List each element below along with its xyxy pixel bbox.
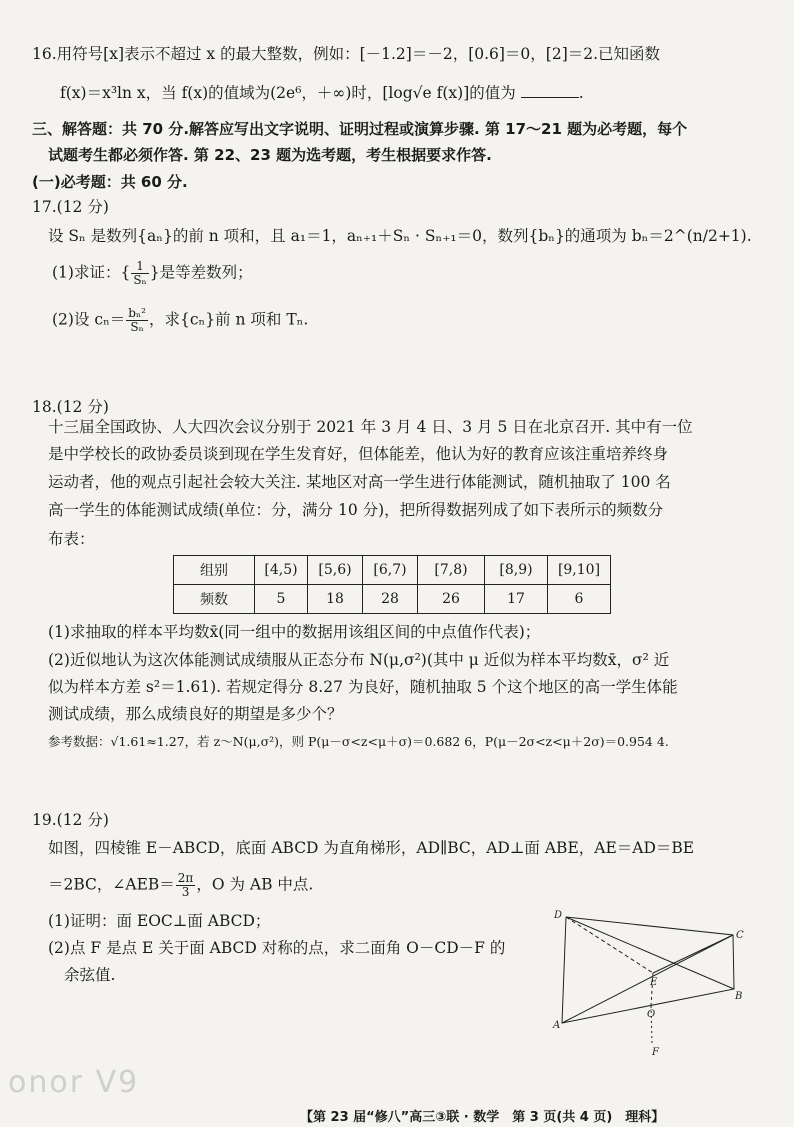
label-B: B [735, 991, 743, 1002]
q16-line2-text: f(x)＝x³ln x，当 f(x)的值域为(2e⁶，＋∞)时，[log√e f(x)]的值为 [60, 84, 516, 102]
q19-part2-line1: (2)点 F 是点 E 关于面 ABCD 对称的点，求二面角 O－CD－F 的 [48, 939, 506, 957]
q18-line5: 布表： [48, 530, 95, 548]
q19-line1: 如图，四棱锥 E－ABCD，底面 ABCD 为直角梯形，AD∥BC，AD⊥面 ABE，AE＝AD＝BE [48, 839, 695, 857]
q18-part2-line2: 似为样本方差 s²＝1.61). 若规定得分 8.27 为良好，随机抽取 5 个这个地区的高一学生体能 [48, 678, 678, 696]
label-D: D [554, 910, 563, 921]
label-O: O [647, 1009, 656, 1020]
table-cell: [4,5) [255, 556, 308, 585]
q17-part1-b: }是等差数列； [149, 263, 253, 282]
q17-stem: 设 Sₙ 是数列{aₙ}的前 n 项和，且 a₁＝1，aₙ₊₁＋Sₙ · Sₙ₊₁＝0，数列{bₙ}的通项为 bₙ＝2^(n/2+1). [48, 227, 752, 245]
table-cell: 17 [485, 585, 548, 614]
section3-line3: (一)必考题：共 60 分. [32, 173, 188, 191]
table-header-cell: 频数 [174, 585, 255, 614]
table-cell: [8,9) [485, 556, 548, 585]
table-header-cell: 组别 [174, 556, 255, 585]
frequency-table [173, 555, 611, 614]
table-cell: [5,6) [308, 556, 363, 585]
base-outline [562, 917, 734, 1023]
q17-head: 17.(12 分) [32, 198, 109, 216]
q17-part1-den: Sₙ [133, 273, 147, 287]
table-cell: [7,8) [418, 556, 485, 585]
q18-line3: 运动者，他的观点引起社会较大关注. 某地区对高一学生进行体能测试，随机抽取了 100 名 [48, 473, 671, 491]
q17-part1-a: (1)求证：{ [52, 263, 131, 282]
edge-EC [653, 935, 733, 973]
answer-blank[interactable] [521, 83, 579, 98]
q19-line2 [48, 872, 313, 899]
q17-part2-num: bₙ² [128, 306, 146, 320]
section3-line1: 三、解答题：共 70 分.解答应写出文字说明、证明过程或演算步骤. 第 17～21 题为必考题，每个 [32, 120, 688, 138]
q19-part1: (1)证明：面 EOC⊥面 ABCD； [48, 912, 271, 930]
q16-line1: 16.用符号[x]表示不超过 x 的最大整数，例如：[－1.2]＝－2，[0.6]＝0，[2]＝2.已知函数 [32, 45, 661, 63]
q17-part2-den: Sₙ [130, 320, 144, 334]
table-cell: [9,10] [548, 556, 611, 585]
table-cell: [6,7) [363, 556, 418, 585]
q16-line2 [60, 83, 584, 103]
q19-part2-line2: 余弦值. [64, 966, 116, 984]
q17-part2-a: (2)设 cₙ＝ [52, 310, 126, 329]
pyramid-figure [548, 905, 768, 1060]
label-F: F [652, 1047, 659, 1058]
q19-angle-den: 3 [181, 885, 190, 899]
q19-line2-b: ，O 为 AB 中点. [196, 875, 314, 894]
q16-line2-end: . [578, 84, 584, 102]
table-cell: 6 [548, 585, 611, 614]
table-cell: 5 [255, 585, 308, 614]
q18-line4: 高一学生的体能测试成绩(单位：分，满分 10 分)，把所得数据列成了如下表所示的频数分 [48, 501, 664, 519]
q18-part2-line3: 测试成绩，那么成绩良好的期望是多少个？ [48, 705, 343, 723]
q17-part1 [52, 260, 253, 287]
table-cell: 28 [363, 585, 418, 614]
q19-angle-fraction [176, 872, 196, 899]
q19-head: 19.(12 分) [32, 811, 109, 829]
q18-head: 18.(12 分) [32, 398, 109, 416]
q17-part1-num: 1 [131, 260, 148, 274]
label-C: C [736, 930, 744, 941]
q17-part2-b: ，求{cₙ}前 n 项和 Tₙ. [148, 310, 309, 329]
q18-reference-data: 参考数据：√1.61≈1.27，若 z～N(μ,σ²)，则 P(μ－σ<z<μ＋σ)＝0.682 6，P(μ－2σ<z<μ＋2σ)＝0.954 4. [48, 734, 669, 749]
device-watermark: onor V9 [8, 1065, 140, 1100]
table-cell: 18 [308, 585, 363, 614]
table-row [174, 556, 611, 585]
q18-part1: (1)求抽取的样本平均数x̄(同一组中的数据用该组区间的中点值作代表)； [48, 623, 541, 641]
q19-angle-num: 2π [177, 871, 194, 885]
q17-part1-fraction [131, 260, 148, 287]
q18-line2: 是中学校长的政协委员谈到现在学生发育好，但体能差，他认为好的教育应该注重培养终身 [48, 445, 669, 463]
q18-line1: 十三届全国政协、人大四次会议分别于 2021 年 3 月 4 日、3 月 5 日在北京召开. 其中有一位 [48, 418, 693, 436]
table-row [174, 585, 611, 614]
label-E: E [650, 977, 658, 988]
section3-line2: 试题考生都必须作答. 第 22、23 题为选考题，考生根据要求作答. [48, 146, 492, 164]
q18-part2-line1: (2)近似地认为这次体能测试成绩服从正态分布 N(μ,σ²)(其中 μ 近似为样本平均数x̄，σ² 近 [48, 651, 670, 669]
q17-part2 [52, 307, 308, 334]
q17-part2-fraction [126, 307, 148, 334]
q19-line2-a: ＝2BC，∠AEB＝ [48, 875, 175, 894]
label-A: A [553, 1020, 561, 1031]
table-cell: 26 [418, 585, 485, 614]
page-footer: 【第 23 届“修八”高三③联 · 数学 第 3 页(共 4 页) 理科】 [300, 1110, 665, 1125]
